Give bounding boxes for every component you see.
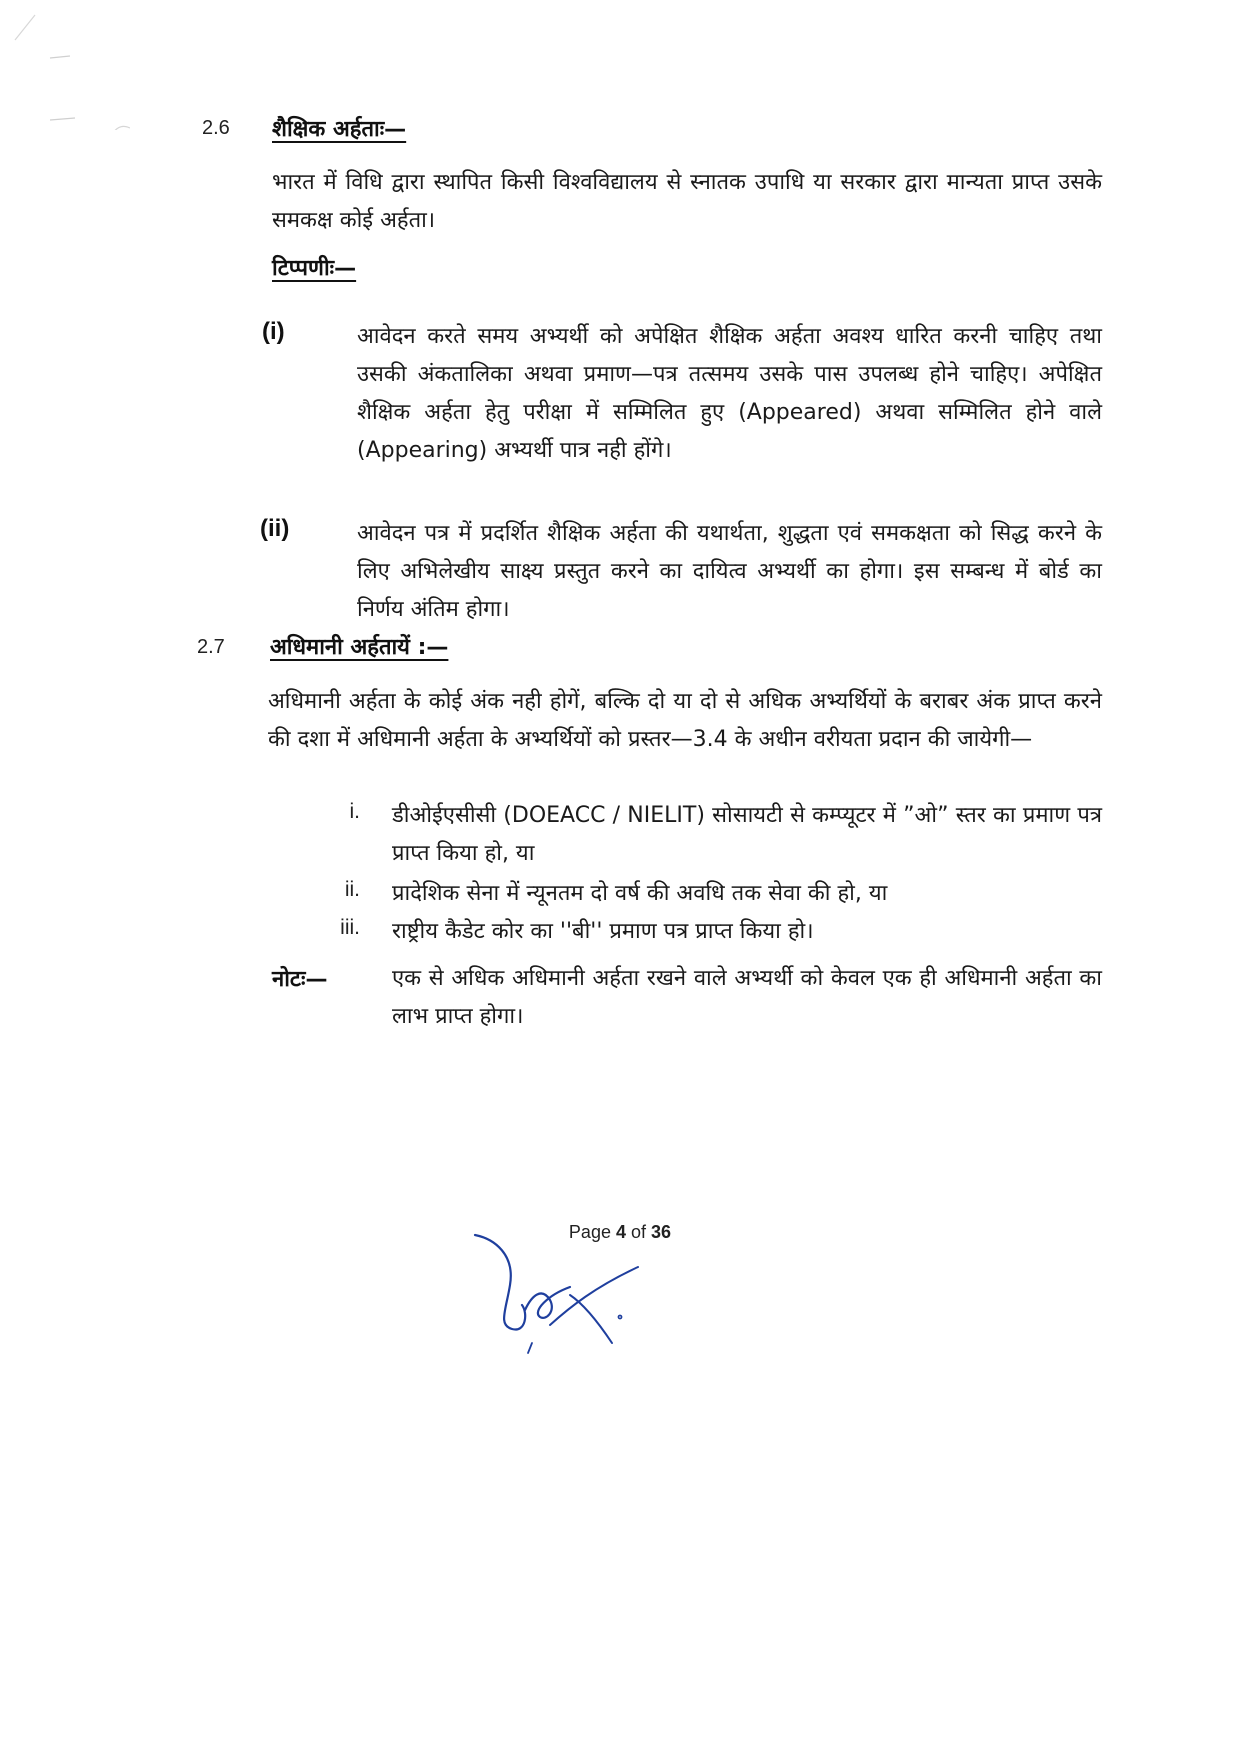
preference-item-1-text: डीओईएसीसी (DOEACC / NIELIT) सोसायटी से कम्प्यूटर में ”ओ” स्तर का प्रमाण पत्र प्राप्त किया हो, या <box>392 803 1102 866</box>
note-heading: टिप्पणीः— <box>272 256 357 281</box>
preference-item-3-marker: iii. <box>340 916 360 939</box>
note-2-marker: (ii) <box>260 515 290 542</box>
section-2-6-number: 2.6 <box>202 117 230 139</box>
note-1-marker: (i) <box>262 318 285 345</box>
note-2-text: आवेदन पत्र में प्रदर्शित शैक्षिक अर्हता की यथार्थता, शुद्धता एवं समकक्षता को सिद्ध करने के लिए अभिलेखीय साक्ष्य प्रस्तुत करने का दायित्व अभ्यर्थी का होगा। इस सम्बन्ध में बोर्ड का निर्णय अंतिम होगा। <box>357 521 1102 622</box>
preference-item-1-marker: i. <box>349 800 360 823</box>
section-2-7-number: 2.7 <box>197 636 225 658</box>
preference-item-2-text: प्रादेशिक सेना में न्यूनतम दो वर्ष की अवधि तक सेवा की हो, या <box>392 881 888 906</box>
note-text: एक से अधिक अधिमानी अर्हता रखने वाले अभ्यर्थी को केवल एक ही अधिमानी अर्हता का लाभ प्राप्त होगा। <box>392 966 1102 1029</box>
scan-artifact-top-left <box>10 10 130 130</box>
total-pages-number: 36 <box>651 1222 672 1242</box>
current-page-number: 4 <box>615 1222 626 1242</box>
section-2-7-heading: अधिमानी अर्हतायें :— <box>270 635 449 660</box>
page-word: Page <box>568 1222 611 1242</box>
of-word: of <box>631 1222 647 1242</box>
preference-item-3-text: राष्ट्रीय कैडेट कोर का ''बी'' प्रमाण पत्र प्राप्त किया हो। <box>392 919 814 944</box>
note-label: नोटः— <box>272 967 328 992</box>
preference-item-2-marker: ii. <box>344 878 360 901</box>
section-2-7-body: अधिमानी अर्हता के कोई अंक नही होगें, बल्कि दो या दो से अधिक अभ्यर्थियों के बराबर अंक प्राप्त करने की दशा में अधिमानी अर्हता के अभ्यर्थियों को प्रस्तर—3.4 के अधीन वरीयता प्रदान की जायेगी— <box>268 689 1102 752</box>
handwritten-signature <box>470 1225 660 1355</box>
section-2-6-body: भारत में विधि द्वारा स्थापित किसी विश्वविद्यालय से स्नातक उपाधि या सरकार द्वारा मान्यता प्राप्त उसके समकक्ष कोई अर्हता। <box>272 170 1102 233</box>
section-2-6-heading: शैक्षिक अर्हताः— <box>272 117 407 142</box>
note-1-text: आवेदन करते समय अभ्यर्थी को अपेक्षित शैक्षिक अर्हता अवश्य धारित करनी चाहिए तथा उसकी अंकतालिका अथवा प्रमाण—पत्र तत्समय उसके पास उपलब्ध होने चाहिए। अपेक्षित शैक्षिक अर्हता हेतु परीक्षा में सम्मिलित हुए (Appeared) अथवा सम्मिलित होने वाले (Appearing) अभ्यर्थी पात्र नही होंगे। <box>357 324 1102 463</box>
